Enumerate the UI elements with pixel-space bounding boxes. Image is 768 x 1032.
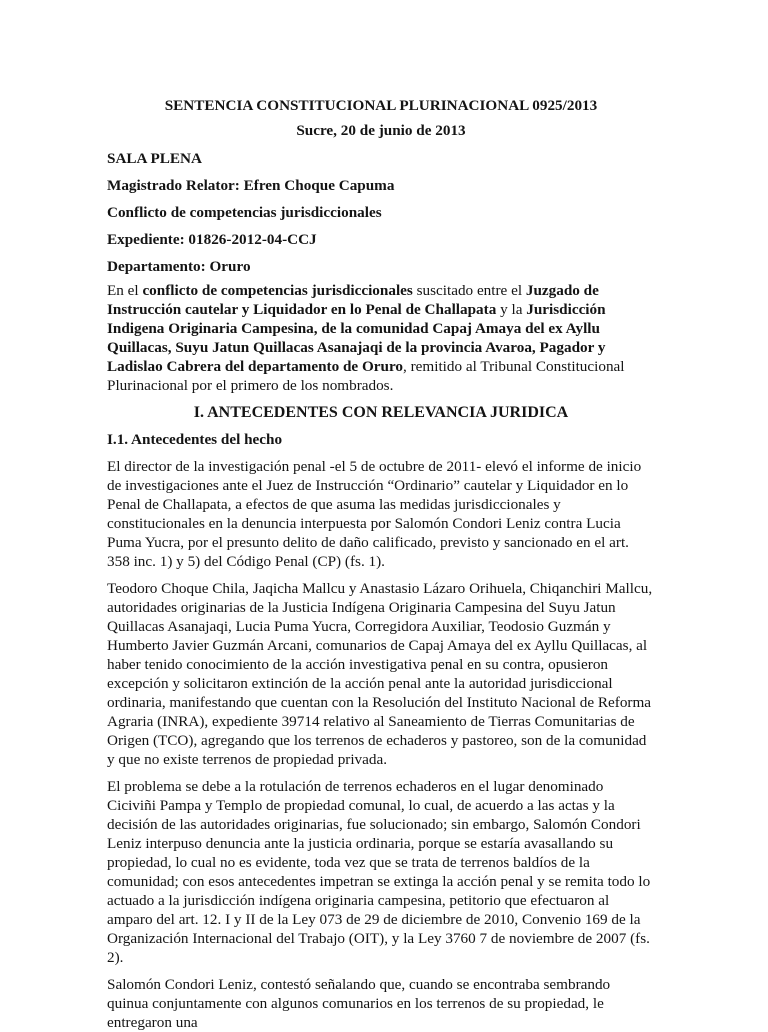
document-date: Sucre, 20 de junio de 2013 [296, 122, 466, 139]
paragraph-2: Teodoro Choque Chila, Jaqicha Mallcu y Anastasio Lázaro Orihuela, Chiqanchiri Mallcu, autoridades originarias de la Justicia Indígena Originaria Campesina del Suyu Jatun Quillacas Asanajaqi, Lucia Puma Yucra, Corregidora Auxiliar, Teodosio Guzmán y Humberto Javier Guzmán Arcani, comunarios de Capaj Amaya del ex Ayllu Quillacas, al haber tenido conocimiento de la acción investigativa penal en su contra, opusieron excepción y solicitaron extinción de la acción penal ante la autoridad jurisdiccional ordinaria, manifestando que cuentan con la Resolución del Instituto Nacional de Reforma Agraria (INRA), expediente 39714 relativo al Saneamiento de Tierras Comunitarias de Origen (TCO), agregando que los terrenos de echaderos y pastoreo, son de la comunidad y que no existe terrenos de propiedad privada. [107, 580, 653, 768]
paragraph-4: Salomón Condori Leniz, contestó señalando que, cuando se encontraba sembrando quinua conjuntamente con algunos comunarios en los terrenos de su propiedad, le entregaron una [107, 976, 611, 1031]
magistrado-label: Magistrado Relator: Efren Choque Capuma [107, 177, 395, 194]
document-title: SENTENCIA CONSTITUCIONAL PLURINACIONAL 0925/2013 [164, 97, 598, 114]
document-page [107, 96, 655, 1031]
intro-bold-3: Jurisdicción Indigena Originaria Campesina [107, 301, 606, 337]
intro-text-3: y la [496, 301, 527, 318]
departamento-label: Departamento: Oruro [107, 258, 251, 275]
intro-text-4: , remitido al Tribunal Constitucional Plurinacional por el primero de los nombrados. [107, 358, 625, 394]
intro-text-1: En el [107, 282, 143, 299]
expediente-label: Expediente: 01826-2012-04-CCJ [107, 231, 317, 248]
intro-bold-2: Juzgado de Instrucción cautelar y Liquidador en lo Penal de Challapata [107, 282, 599, 318]
intro-bold-1: conflicto de competencias jurisdiccionales [142, 282, 413, 299]
intro-paragraph [107, 281, 655, 395]
asunto-label: Conflicto de competencias jurisdiccionales [107, 204, 382, 221]
intro-text-2: suscitado entre el [412, 282, 526, 299]
paragraph-1: El director de la investigación penal -el 5 de octubre de 2011- elevó el informe de inicio de investigaciones ante el Juez de Instrucción “Ordinario” cautelar y Liquidador en lo Penal de Challapata, a efectos de que asuma las medidas jurisdiccionales y constitucionales en la denuncia interpuesta por Salomón Condori Leniz contra Lucia Puma Yucra, por el presunto delito de daño calificado, previsto y sancionado en el art. 358 inc. 1) y 5) del Código Penal (CP) (fs. 1). [107, 458, 642, 570]
paragraph-3: El problema se debe a la rotulación de terrenos echaderos en el lugar denominado Ciciviñi Pampa y Templo de propiedad comunal, lo cual, de acuerdo a las actas y la decisión de las autoridades originarias, fue solucionado; sin embargo, Salomón Condori Leniz interpuso denuncia ante la justicia ordinaria, porque se estaría avasallando su propiedad, lo cual no es evidente, toda vez que se trata de terrenos baldíos de la comunidad; con esos antecedentes impetran se extinga la acción penal y se remita todo lo actuado a la jurisdicción indígena originaria campesina, petitorio que efectuaron al amparo del art. 12. I y II de la Ley 073 de 29 de diciembre de 2010, Convenio 169 de la Organización Internacional del Trabajo (OIT), y la Ley 3760 7 de noviembre de 2007 (fs. 2). [107, 778, 651, 966]
sub-heading: I.1. Antecedentes del hecho [107, 431, 283, 448]
section-heading: I. ANTECEDENTES CON RELEVANCIA JURIDICA [193, 404, 569, 421]
intro-bold-4: , de la comunidad Capaj Amaya del ex Ayllu Quillacas, Suyu Jatun Quillacas Asanajaqi de la provincia Avaroa, Pagador y Ladislao Cabrera del departamento de Oruro [107, 320, 606, 375]
sala-label: SALA PLENA [107, 150, 202, 167]
